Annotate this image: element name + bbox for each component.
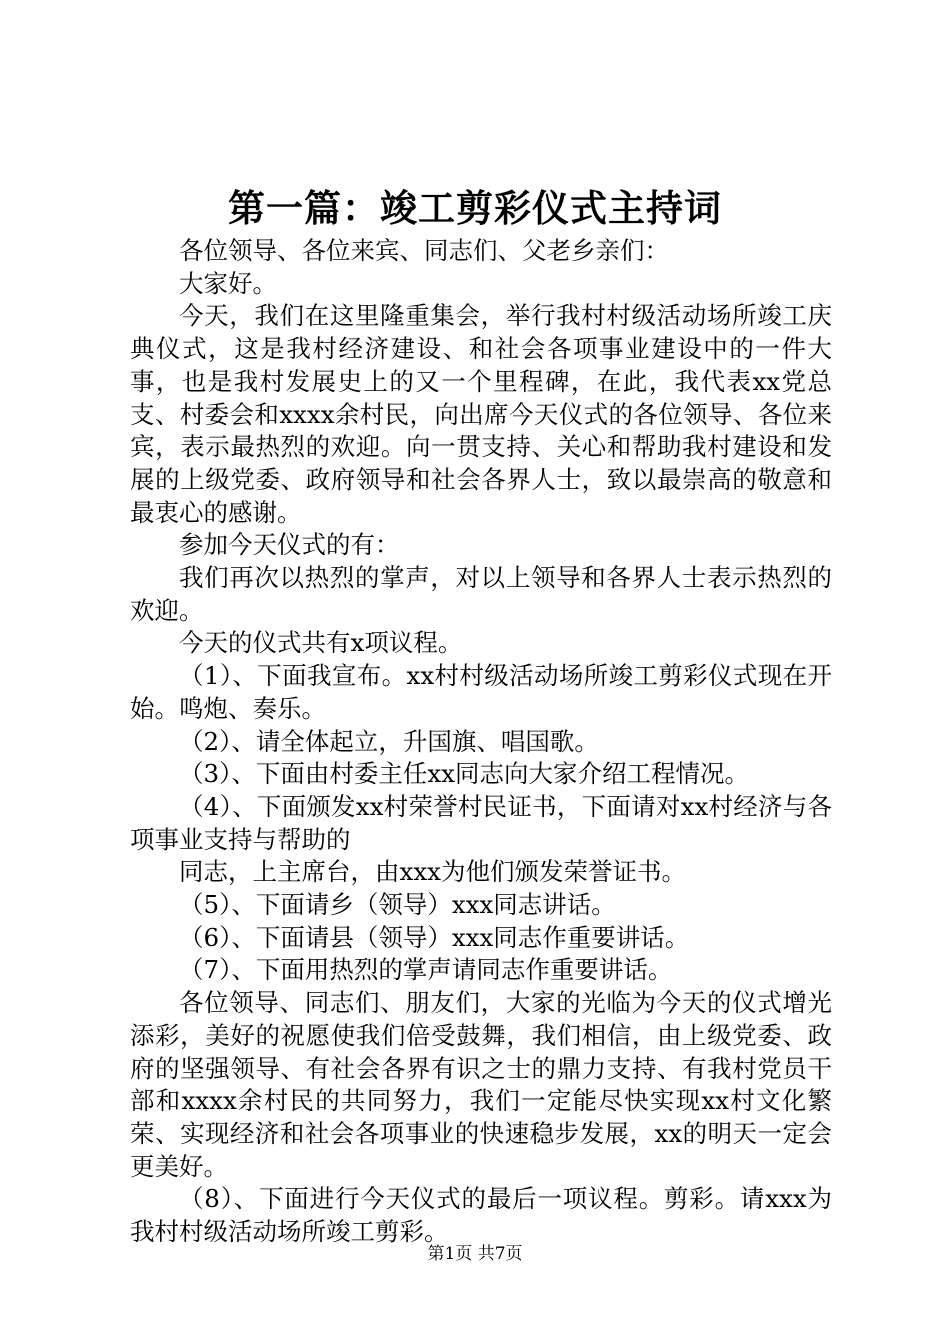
- page-title: 第一篇：竣工剪彩仪式主持词: [228, 187, 722, 230]
- agenda-item-1: （1）、下面我宣布。xx村村级活动场所竣工剪彩仪式现在开始。鸣炮、奏乐。: [130, 661, 832, 723]
- paragraph-welcome: 今天，我们在这里隆重集会，举行我村村级活动场所竣工庆典仪式，这是我村经济建设、和社会各项事业建设中的一件大事，也是我村发展史上的又一个里程碑，在此，我代表xx党总支、村委会和xxxx余村民，向出席今天仪式的各位领导、各位来宾，表示最热烈的欢迎。向一贯支持、关心和帮助我村建设和发展的上级党委、政府领导和社会各界人士，致以最崇高的敬意和最衷心的感谢。: [130, 301, 832, 527]
- agenda-item-6: （6）、下面请县（领导）xxx同志作重要讲话。: [179, 922, 690, 952]
- paragraph-attendees: 参加今天仪式的有：: [179, 530, 400, 560]
- document-body: [130, 235, 832, 1249]
- agenda-item-5: （5）、下面请乡（领导）xxx同志讲话。: [179, 890, 616, 920]
- paragraph-agenda-count: 今天的仪式共有x项议程。: [179, 628, 463, 658]
- agenda-item-7: （7）、下面用热烈的掌声请同志作重要讲话。: [179, 955, 673, 985]
- paragraph-closing-remarks: 各位领导、同志们、朋友们，大家的光临为今天的仪式增光添彩，美好的祝愿使我们倍受鼓舞，我们相信，由上级党委、政府的坚强领导、有社会各界有识之士的鼎力支持、有我村党员干部和xxxx余村民的共同努力，我们一定能尽快实现xx村文化繁荣、实现经济和社会各项事业的快速稳步发展，xx的明天一定会更美好。: [130, 988, 832, 1181]
- paragraph-applause: 我们再次以热烈的掌声，对以上领导和各界人士表示热烈的欢迎。: [130, 563, 832, 625]
- paragraph-greeting: 大家好。: [179, 268, 277, 298]
- agenda-item-2: （2）、请全体起立，升国旗、唱国歌。: [179, 726, 599, 756]
- paragraph-salutation: 各位领导、各位来宾、同志们、父老乡亲们：: [179, 236, 669, 265]
- page-number-footer: 第1页 共7页: [427, 1244, 523, 1264]
- agenda-item-4: （4）、下面颁发xx村荣誉村民证书，下面请对xx村经济与各项事业支持与帮助的: [130, 791, 832, 854]
- agenda-item-4-continued: 同志，上主席台，由xxx为他们颁发荣誉证书。: [179, 857, 686, 887]
- agenda-item-8: （8）、下面进行今天仪式的最后一项议程。剪彩。请xxx为我村村级活动场所竣工剪彩。: [130, 1184, 832, 1247]
- agenda-item-3: （3）、下面由村委主任xx同志向大家介绍工程情况。: [179, 759, 749, 789]
